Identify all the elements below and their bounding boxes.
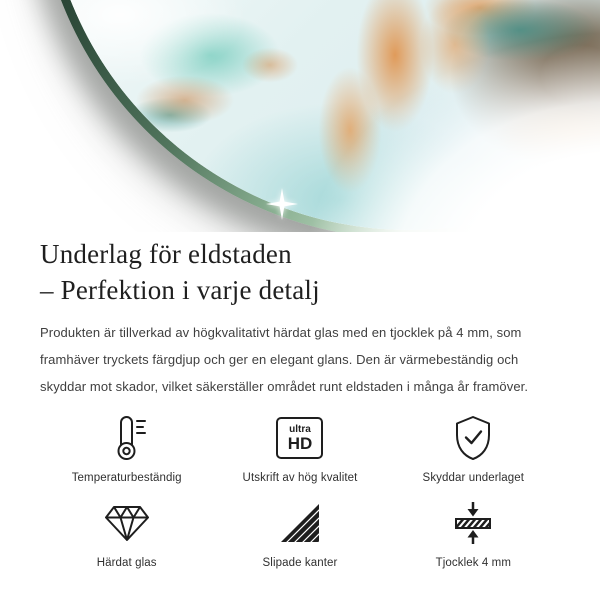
ultra-hd-icon [276,417,323,459]
product-description-section [0,236,600,569]
thickness-icon [451,499,495,547]
feature-polished-edges [213,498,386,569]
ultra-hd-label-top: ultra [289,423,311,435]
ultra-hd-label-bottom: HD [287,433,313,453]
product-description-text: Produkten är tillverkad av högkvalitativt härdat glas med en tjocklek på 4 mm, som framhäver tryckets färgdjup och ger en elegant glans. Den är värmebeständig och skyddar mot skador, vilket säkerställer området runt eldstaden i många år framöver. [40,325,529,394]
features-grid [40,413,560,569]
feature-label: Utskrift av hög kvalitet [242,472,358,484]
page-title-line2: – Perfektion i varje detalj [40,275,320,305]
feature-label: Härdat glas [96,557,157,569]
thermometer-icon [106,414,148,462]
beveled-edges-icon [276,499,324,547]
feature-print-quality [213,413,386,484]
feature-label: Slipade kanter [262,557,338,569]
feature-temperature-resistant [40,413,213,484]
page-title-line1: Underlag för eldstaden [40,239,292,269]
sparkle-icon [264,186,300,222]
feature-thickness [387,498,560,569]
feature-label: Skyddar underlaget [422,472,525,484]
feature-label: Temperaturbeständig [71,472,182,484]
product-hero-image [0,0,600,232]
glass-face [45,0,600,230]
page-title [40,236,560,308]
marble-artwork [45,0,600,230]
feature-label: Tjocklek 4 mm [435,557,512,569]
shield-check-icon [451,414,495,462]
feature-protects-surface [387,413,560,484]
diamond-icon [103,502,151,544]
feature-tempered-glass [40,498,213,569]
